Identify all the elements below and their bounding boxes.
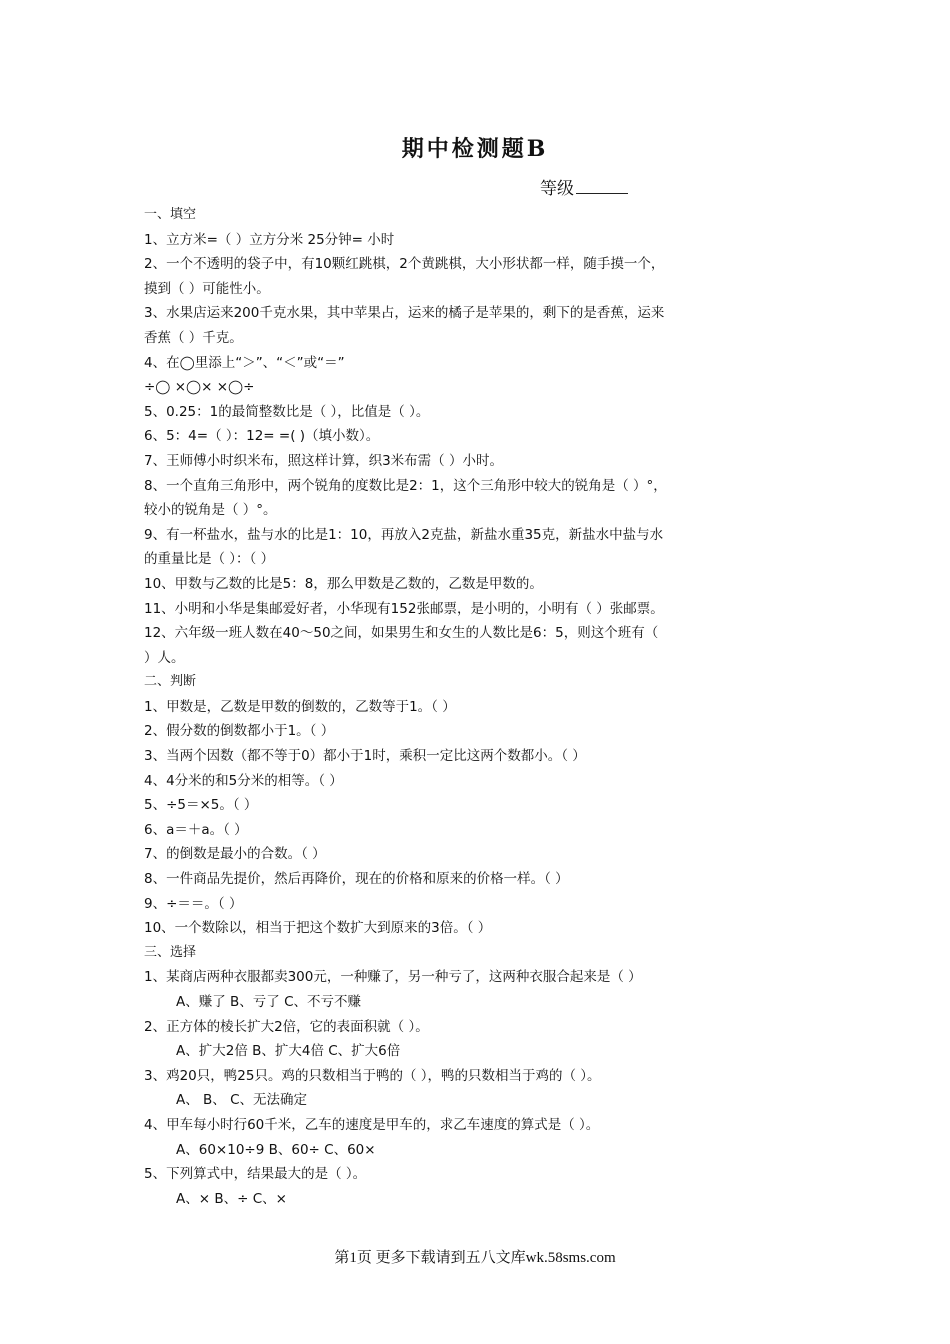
question-line: 6、a＝＋a。（ ） xyxy=(144,821,248,838)
question-line: 4、在◯里添上“＞”、“＜”或“＝” xyxy=(144,354,345,371)
question-line: 3、水果店运来200千克水果，其中苹果占，运来的橘子是苹果的，剩下的是香蕉，运来 xyxy=(144,305,665,322)
answer-options: A、赚了 B、亏了 C、不亏不赚 xyxy=(176,994,362,1010)
question-line: 3、鸡20只，鸭25只。鸡的只数相当于鸭的（ ），鸭的只数相当于鸡的（ ）。 xyxy=(144,1067,601,1084)
page-footer: 第1页 更多下载请到五八文库wk.58sms.com xyxy=(334,1250,616,1266)
answer-options: A、60×10÷9 B、60÷ C、60× xyxy=(176,1141,376,1158)
question-line: 5、下列算式中，结果最大的是（ ）。 xyxy=(144,1166,367,1183)
question-line: 10、甲数与乙数的比是5：8，那么甲数是乙数的，乙数是甲数的。 xyxy=(144,575,543,592)
answer-options: A、扩大2倍 B、扩大4倍 C、扩大6倍 xyxy=(176,1043,401,1060)
question-line: 5、÷5＝×5。（ ） xyxy=(144,797,258,814)
grade-label: 等级 xyxy=(540,179,574,199)
question-line: 3、当两个因数（都不等于0）都小于1时，乘积一定比这两个数都小。（ ） xyxy=(144,748,586,765)
grade-blank-line xyxy=(576,193,628,194)
question-line: ÷◯ ×◯× ×◯÷ xyxy=(144,379,255,396)
answer-options: A、 B、 C、无法确定 xyxy=(176,1092,308,1109)
question-line: 的重量比是（ ）：（ ） xyxy=(144,551,275,568)
grade-field xyxy=(540,174,628,199)
question-line: 11、小明和小华是集邮爱好者，小华现有152张邮票，是小明的，小明有（ ）张邮票。 xyxy=(144,600,664,617)
question-line: 9、÷＝＝。（ ） xyxy=(144,895,243,912)
section-heading: 二、判断 xyxy=(144,674,197,690)
question-line: 1、甲数是，乙数是甲数的倒数的，乙数等于1。（ ） xyxy=(144,698,456,715)
question-line: 摸到（ ）可能性小。 xyxy=(144,280,270,297)
question-line: 6、5：4=（ ）：12= =( )（填小数）。 xyxy=(144,428,380,445)
question-line: 1、某商店两种衣服都卖300元，一种赚了，另一种亏了，这两种衣服合起来是（ ） xyxy=(144,969,642,986)
section-heading: 三、选择 xyxy=(144,944,197,960)
question-line: 较小的锐角是（ ）°。 xyxy=(144,502,277,519)
question-line: 2、一个不透明的袋子中，有10颗红跳棋，2个黄跳棋，大小形状都一样，随手摸一个， xyxy=(144,256,665,273)
question-line: 7、的倒数是最小的合数。（ ） xyxy=(144,846,326,863)
answer-options: A、× B、÷ C、× xyxy=(176,1190,287,1207)
question-line: 1、立方米=（ ）立方分米 25分钟= 小时 xyxy=(144,231,395,248)
question-line: 5、0.25：1的最简整数比是（ ），比值是（ ）。 xyxy=(144,403,430,420)
page-title: 期中检测题B xyxy=(401,136,549,162)
question-line: 4、4分米的和5分米的相等。（ ） xyxy=(144,772,343,789)
question-line: 香蕉（ ）千克。 xyxy=(144,329,243,346)
question-line: 10、一个数除以，相当于把这个数扩大到原来的3倍。（ ） xyxy=(144,920,492,937)
question-line: ）人。 xyxy=(144,649,185,666)
question-line: 2、正方体的棱长扩大2倍，它的表面积就（ ）。 xyxy=(144,1018,429,1035)
section-heading: 一、填空 xyxy=(144,207,197,222)
question-line: 4、甲车每小时行60千米，乙车的速度是甲车的，求乙车速度的算式是（ ）。 xyxy=(144,1116,600,1133)
question-line: 8、一件商品先提价，然后再降价，现在的价格和原来的价格一样。（ ） xyxy=(144,871,569,888)
question-line: 9、有一杯盐水，盐与水的比是1：10，再放入2克盐，新盐水重35克，新盐水中盐与水 xyxy=(144,526,664,543)
question-line: 12、六年级一班人数在40～50之间，如果男生和女生的人数比是6：5，则这个班有（ xyxy=(144,625,659,642)
question-line: 8、一个直角三角形中，两个锐角的度数比是2：1，这个三角形中较大的锐角是（ ）°， xyxy=(144,477,667,494)
question-body xyxy=(144,203,809,1211)
question-line: 7、王师傅小时织米布，照这样计算，织3米布需（ ）小时。 xyxy=(144,452,503,469)
question-line: 2、假分数的倒数都小于1。（ ） xyxy=(144,723,335,740)
